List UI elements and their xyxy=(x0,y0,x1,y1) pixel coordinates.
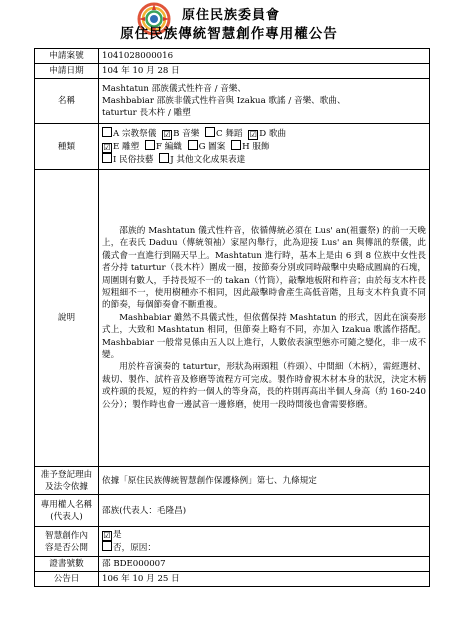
row-description xyxy=(35,170,430,467)
category-option-i[interactable]: I 民俗技藝 xyxy=(102,153,154,166)
row-certificate-number xyxy=(35,557,430,572)
row-public xyxy=(35,527,430,557)
label-publication-date: 公告日 xyxy=(35,572,99,587)
application-number: 1041028000016 xyxy=(99,49,430,64)
checkbox-icon xyxy=(205,127,215,137)
row-legal-basis xyxy=(35,467,430,495)
page-title: 原住民族傳統智慧創作專用權公告 xyxy=(120,26,338,42)
category-options xyxy=(99,124,430,170)
public-no-option[interactable]: 否，原因： xyxy=(102,541,426,554)
category-option-f[interactable]: F 編織 xyxy=(145,140,182,153)
label-certificate-number: 證書號數 xyxy=(35,557,99,572)
publication-date: 106 年 10 月 25 日 xyxy=(99,572,430,587)
public-yes-option[interactable]: ☑ 是 xyxy=(103,530,122,540)
row-application-date xyxy=(35,64,430,79)
checkbox-checked-icon: ☑ xyxy=(103,143,111,152)
category-option-a[interactable]: A 宗教祭儀 xyxy=(102,127,156,140)
organization-name: 原住民族委員會 xyxy=(182,8,281,23)
label-right-holder: 專用權人名稱 (代表人) xyxy=(35,495,99,527)
name-line: taturtur 長木杵 / 雕塑 xyxy=(102,108,191,118)
category-option-h[interactable]: H 服飾 xyxy=(231,140,269,153)
checkbox-checked-icon: ☑ xyxy=(103,531,111,540)
category-option-g[interactable]: G 圖案 xyxy=(188,140,226,153)
description-paragraph: Mashbabiar 雖然不具儀式性，但依舊保持 Mashtatun 的形式，因此在演奏形式上，大致和 Mashtatun 相同，但節奏上略有不同，亦加入 Izakua 歌謠作搭配。Mashbabiar 一般常見係由五人以上進行，人數依表演型態亦可隨之變化，非一成不變。 xyxy=(102,312,426,361)
label-category: 種類 xyxy=(35,124,99,170)
application-date: 104 年 10 月 28 日 xyxy=(99,64,430,79)
right-holder: 邵族(代表人：毛隆昌) xyxy=(99,495,430,527)
checkbox-checked-icon: ☑ xyxy=(249,130,257,139)
public-options xyxy=(99,527,430,557)
category-option-e[interactable]: ☑ E 雕塑 xyxy=(103,142,140,152)
checkbox-icon xyxy=(102,127,112,137)
checkbox-icon xyxy=(102,541,112,551)
announcement-table xyxy=(34,48,430,587)
legal-basis: 依據「原住民族傳統智慧創作保護條例」第七、九條規定 xyxy=(99,467,430,495)
row-publication-date xyxy=(35,572,430,587)
checkbox-icon xyxy=(231,140,241,150)
label-public: 智慧創作內 容是否公開 xyxy=(35,527,99,557)
label-description: 說明 xyxy=(35,170,99,467)
label-legal-basis: 准予登記理由 及法令依據 xyxy=(35,467,99,495)
category-option-j[interactable]: J 其他文化成果表達 xyxy=(159,153,245,166)
checkbox-checked-icon: ☑ xyxy=(163,130,171,139)
name-line: Mashtatun 邵族儀式性杵音 / 音樂、 xyxy=(102,84,246,94)
name-line: Mashbabiar 邵族非儀式性杵音與 Izakua 歌謠 / 音樂、歌曲、 xyxy=(102,96,346,106)
category-option-d[interactable]: ☑ D 歌曲 xyxy=(249,129,287,139)
checkbox-icon xyxy=(145,140,155,150)
checkbox-icon xyxy=(159,153,169,163)
description-paragraph: 用於杵音演奏的 taturtur，形狀為兩頭粗（杵頭）、中間細（木柄），需經選材、裁切、製作、試杵音及修磨等流程方可完成。製作時會視木材本身的狀況，決定木柄或杵頭的長短，短的杵約一個人的等身高，長的杵則再高出半個人身高（約 160-240 公分）；製作時也會一邊試音一邊修磨，使用一段時間後也會需要修磨。 xyxy=(102,362,426,410)
checkbox-icon xyxy=(188,140,198,150)
checkbox-icon xyxy=(102,153,112,163)
name-value xyxy=(99,79,430,124)
row-application-number xyxy=(35,49,430,64)
description-text xyxy=(99,170,430,467)
row-name xyxy=(35,79,430,124)
description-paragraph: 邵族的 Mashtatun 儀式性杵音，依循傳統必須在 Lus' an(祖靈祭) 的前一天晚上，在表氏 Daduu（傳統領袖）家屋內舉行，此為迎接 Lus' an 與傳訊的祭儀，此儀式會一直進行到隔天早上。Mashtatun 進行時，基本上是由 6 到 8 位族中女性長者分持 taturtur（長木杵）圍成一圈，按節奏分別或同時敲擊中央略成圓扁的石塊，周圍則有數人，手持長短不一的 takan（竹筒），敲擊地板附和杵音；由於每支木杵長短粗細不一，使用樹種亦不相同，因此敲擊時會產生高低音階，且每支木杵負責不同的節奏，每個節奏會不斷重複。 xyxy=(102,225,426,311)
label-application-date: 申請日期 xyxy=(35,64,99,79)
label-name: 名稱 xyxy=(35,79,99,124)
category-option-b[interactable]: ☑ B 音樂 xyxy=(163,129,200,139)
row-right-holder xyxy=(35,495,430,527)
row-category xyxy=(35,124,430,170)
certificate-number: 邵 BDE000007 xyxy=(99,557,430,572)
label-application-number: 申請案號 xyxy=(35,49,99,64)
category-option-c[interactable]: C 舞蹈 xyxy=(205,127,243,140)
